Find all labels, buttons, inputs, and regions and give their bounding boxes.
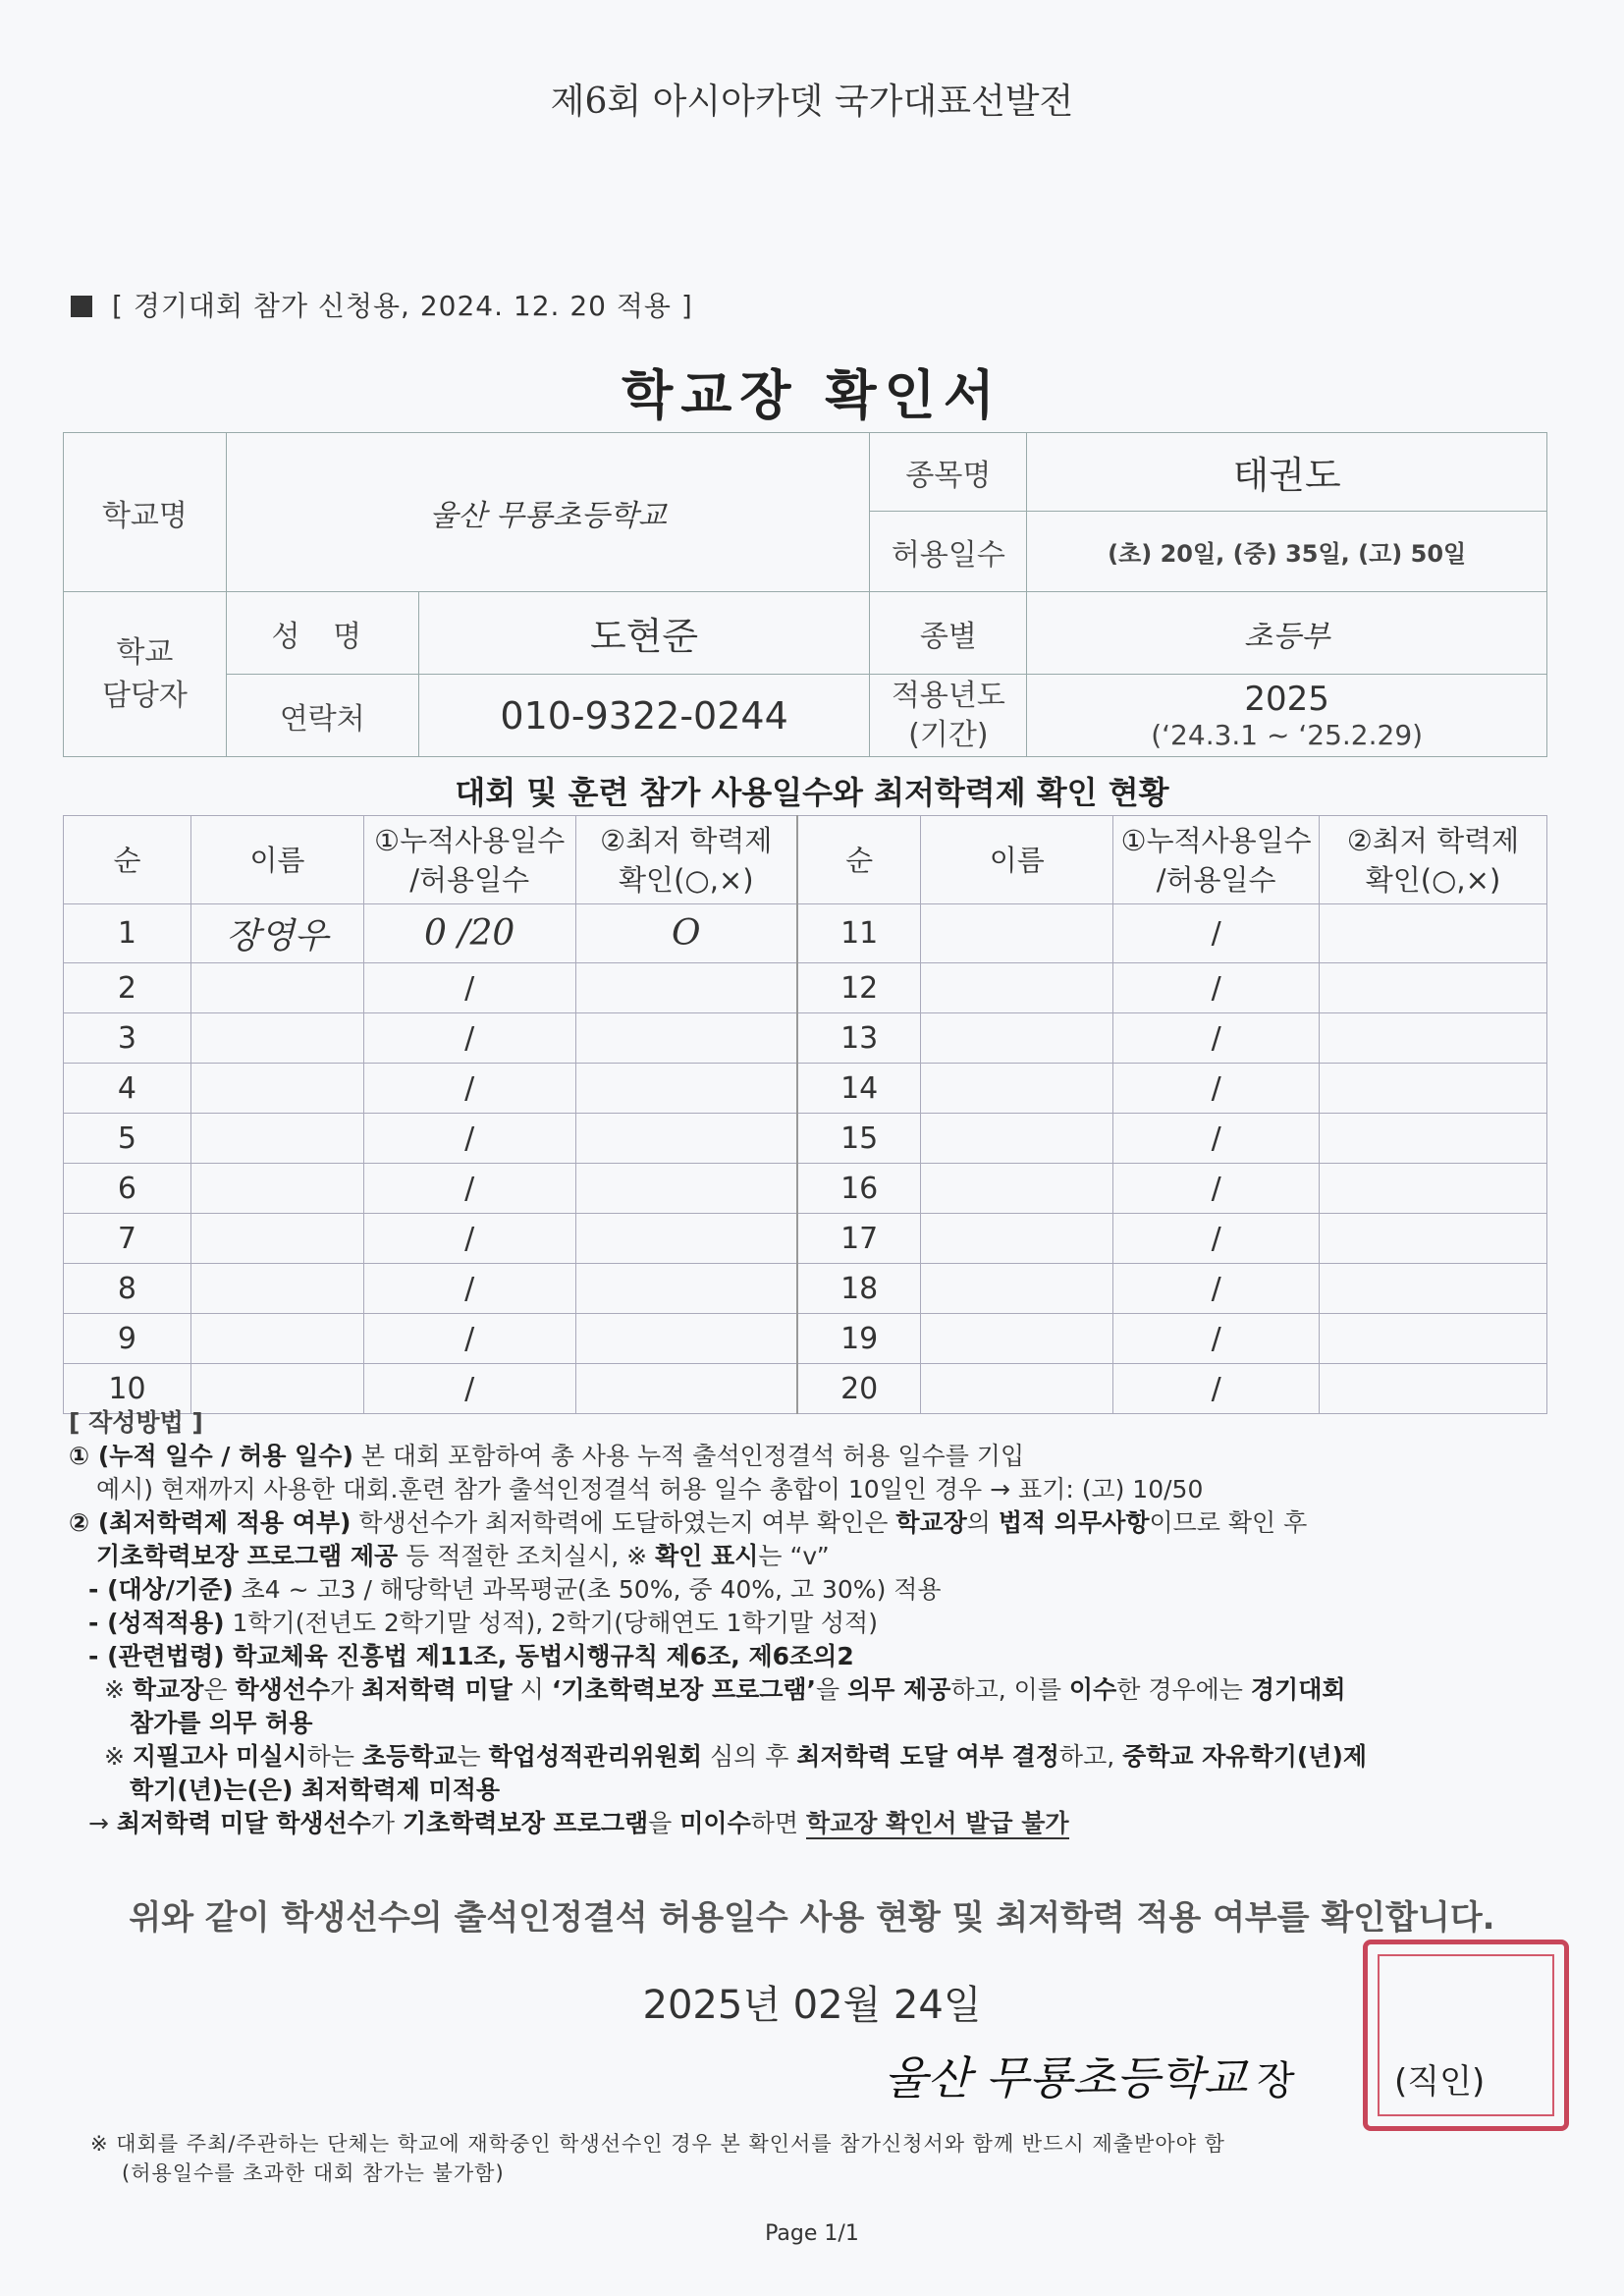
col-header-check-right-line1: ②최저 학력제	[1346, 823, 1520, 857]
method-line-8-t3: 시	[512, 1675, 552, 1704]
method-line-8-t5: 하고, 이를	[950, 1675, 1069, 1704]
method-line-8-t1: 은	[203, 1675, 236, 1704]
category-label: 종별	[870, 592, 1027, 675]
row-no: 1	[64, 904, 191, 963]
row-check	[575, 1013, 797, 1064]
allowed-days-value: (초) 20일, (중) 35일, (고) 50일	[1027, 512, 1547, 592]
row-days: /	[1113, 1214, 1320, 1264]
method-line-8-t4: 을	[816, 1675, 848, 1704]
row-check	[1320, 1214, 1547, 1264]
row-name	[921, 1013, 1113, 1064]
row-days: /	[363, 1013, 575, 1064]
name-value: 도현준	[418, 592, 870, 675]
col-header-name: 이름	[190, 816, 363, 904]
issue-date: 2025년 02월 24일	[642, 1983, 982, 2028]
school-value: 울산 무룡초등학교	[226, 433, 870, 592]
method-line-10-t4: 하고,	[1058, 1742, 1123, 1771]
usage-table-body	[64, 904, 1547, 1414]
row-check	[1320, 1164, 1547, 1214]
method-line-4-bold2: 확인 표시	[655, 1542, 759, 1570]
row-days: /	[363, 1164, 575, 1214]
method-line-3-text: 학생선수가 최저학력에 도달하였는지 여부 확인은	[351, 1508, 896, 1537]
method-line-3	[69, 1506, 1561, 1540]
method-line-10-t2: 는	[457, 1742, 489, 1771]
col-header-days-right-line2: /허용일수	[1156, 862, 1276, 897]
method-line-8-t2: 가	[330, 1675, 362, 1704]
row-no: 3	[64, 1013, 191, 1064]
row-days: /	[1113, 1013, 1320, 1064]
table-row	[64, 1164, 1547, 1214]
method-line-3-bold2: 학교장	[895, 1508, 967, 1537]
row-days: /	[363, 963, 575, 1013]
footnote-line-1: ※ 대회를 주최/주관하는 단체는 학교에 재학중인 학생선수인 경우 본 확인서를 참가신청서와 함께 반드시 제출받아야 함	[90, 2132, 1225, 2156]
method-line-3-bold: ② (최저학력제 적용 여부)	[69, 1508, 352, 1537]
col-header-name-right: 이름	[921, 816, 1113, 904]
col-header-days-right-line1: ①누적사용일수	[1120, 823, 1312, 857]
row-no: 13	[797, 1013, 921, 1064]
method-line-6-text: 1학기(전년도 2학기말 성적), 2학기(당해연도 1학기말 성적)	[224, 1609, 878, 1637]
row-no: 15	[797, 1114, 921, 1164]
method-line-1-text: 본 대회 포함하여 총 사용 누적 출석인정결석 허용 일수를 기입	[352, 1442, 1025, 1470]
row-no: 11	[797, 904, 921, 963]
method-line-10-t1: 하는	[306, 1742, 362, 1771]
row-name	[921, 1214, 1113, 1264]
method-line-4-end: 는 “v”	[758, 1542, 830, 1570]
method-line-3-mid: 의	[966, 1508, 999, 1537]
row-no: 5	[64, 1114, 191, 1164]
method-line-10-b3: 학업성적관리위원회	[488, 1742, 702, 1771]
method-line-11	[69, 1774, 1561, 1807]
method-line-10-b2: 초등학교	[361, 1742, 458, 1771]
method-line-5-bold: - (대상/기준)	[88, 1575, 234, 1604]
method-line-12-b3: 미이수	[679, 1809, 751, 1837]
method-line-4-text: 등 적절한 조치실시, ※	[398, 1542, 656, 1570]
row-no: 7	[64, 1214, 191, 1264]
row-days: /	[1113, 1364, 1320, 1414]
row-check	[1320, 1013, 1547, 1064]
method-line-10-b5: 중학교 자유학기(년)제	[1122, 1742, 1368, 1771]
col-header-check-line2: 확인(○,×)	[619, 862, 754, 897]
method-line-8-b4: ‘기초학력보장 프로그램’	[551, 1675, 817, 1704]
row-days: /	[363, 1364, 575, 1414]
row-name	[190, 1064, 363, 1114]
row-check	[575, 1264, 797, 1314]
row-check	[1320, 1264, 1547, 1314]
row-days: /	[1113, 904, 1320, 963]
year-label: 적용년도 (기간)	[870, 675, 1027, 757]
method-line-12-t1: 가	[370, 1809, 403, 1837]
method-line-10	[69, 1740, 1561, 1774]
confirm-statement: 위와 같이 학생선수의 출석인정결석 허용일수 사용 현황 및 최저학력 적용 여부를 확인합니다.	[129, 1898, 1495, 1938]
row-days: /	[1113, 1064, 1320, 1114]
period-value: (‘24.3.1 ~ ‘25.2.29)	[1151, 719, 1424, 751]
row-days: /	[363, 1314, 575, 1364]
principal-signature	[884, 2043, 1295, 2107]
table-row	[64, 1064, 1547, 1114]
row-no: 2	[64, 963, 191, 1013]
table-row	[64, 963, 1547, 1013]
method-line-6-bold: - (성적적용)	[88, 1609, 225, 1637]
row-no: 17	[797, 1214, 921, 1264]
name-label: 성 명	[226, 592, 418, 675]
method-line-5	[69, 1573, 1561, 1607]
row-name	[190, 1214, 363, 1264]
method-line-8-b6: 이수	[1068, 1675, 1117, 1704]
row-check	[1320, 1314, 1547, 1364]
row-no: 12	[797, 963, 921, 1013]
method-line-8-b1: 학교장	[132, 1675, 204, 1704]
method-line-8-b5: 의무 제공	[847, 1675, 951, 1704]
col-header-check	[575, 816, 797, 904]
table-row	[64, 1214, 1547, 1264]
row-check	[1320, 1064, 1547, 1114]
method-line-1-bold: ① (누적 일수 / 허용 일수)	[69, 1442, 353, 1470]
year-cell	[1027, 675, 1547, 757]
row-name	[921, 963, 1113, 1013]
year-value: 2025	[1244, 680, 1329, 719]
row-no: 10	[64, 1364, 191, 1414]
method-line-7-bold: - (관련법령) 학교체육 진흥법 제11조, 동법시행규칙 제6조, 제6조의2	[88, 1642, 854, 1670]
document-title: 학교장 확인서	[622, 364, 1002, 426]
row-no: 16	[797, 1164, 921, 1214]
method-line-8	[69, 1673, 1561, 1707]
apply-note-text: [ 경기대회 참가 신청용, 2024. 12. 20 적용 ]	[112, 290, 693, 322]
row-no: 20	[797, 1364, 921, 1414]
row-no: 9	[64, 1314, 191, 1364]
method-line-11-bold: 학기(년)는(은) 최저학력제 미적용	[130, 1776, 501, 1804]
col-header-days-right	[1113, 816, 1320, 904]
category-value: 초등부	[1027, 592, 1547, 675]
method-line-8-b2: 학생선수	[235, 1675, 331, 1704]
event-title: 제6회 아시아카뎃 국가대표선발전	[550, 82, 1074, 122]
row-days: /	[1113, 1164, 1320, 1214]
table-row	[64, 1314, 1547, 1364]
square-bullet-icon	[71, 296, 92, 317]
row-no: 6	[64, 1164, 191, 1214]
row-name	[190, 1013, 363, 1064]
col-header-days-line2: /허용일수	[409, 862, 530, 897]
footnote-line-2: (허용일수를 초과한 대회 참가는 불가함)	[122, 2161, 505, 2185]
page-number: Page 1/1	[765, 2221, 859, 2246]
method-line-10-b4: 최저학력 도달 여부 결정	[796, 1742, 1059, 1771]
method-line-12-t2: 을	[648, 1809, 680, 1837]
sport-label: 종목명	[870, 433, 1027, 512]
section-title: 대회 및 훈련 참가 사용일수와 최저학력제 확인 현황	[455, 774, 1169, 811]
method-line-12-t3: 하면	[750, 1809, 806, 1837]
footnote	[90, 2129, 1543, 2188]
row-days: /	[1113, 1314, 1320, 1364]
row-check	[575, 1214, 797, 1264]
row-name	[190, 1164, 363, 1214]
col-header-check-right	[1320, 816, 1547, 904]
method-line-1	[69, 1440, 1561, 1473]
col-header-days-line1: ①누적사용일수	[374, 823, 566, 857]
method-line-6	[69, 1607, 1561, 1640]
contact-label: 학교 담당자	[64, 592, 227, 757]
row-name	[190, 1114, 363, 1164]
method-line-9-bold: 참가를 의무 허용	[130, 1709, 313, 1737]
method-heading: [ 작성방법 ]	[69, 1408, 203, 1437]
apply-note	[71, 285, 693, 324]
method-line-12-b2: 기초학력보장 프로그램	[402, 1809, 649, 1837]
method-line-9	[69, 1707, 1561, 1740]
row-name	[921, 1064, 1113, 1114]
sport-value: 태권도	[1027, 433, 1547, 512]
method-line-4-bold: 기초학력보장 프로그램 제공	[96, 1542, 399, 1570]
method-line-10-b1: 지필고사 미실시	[132, 1742, 307, 1771]
row-check	[575, 1314, 797, 1364]
row-no: 8	[64, 1264, 191, 1314]
table-row	[64, 1264, 1547, 1314]
method-line-10-mark: ※	[104, 1742, 133, 1771]
col-header-days	[363, 816, 575, 904]
method-line-8-mark: ※	[104, 1675, 133, 1704]
row-days: /	[1113, 1264, 1320, 1314]
col-header-no: 순	[64, 816, 191, 904]
row-name	[190, 1264, 363, 1314]
row-days: /	[1113, 1114, 1320, 1164]
table-row	[64, 904, 1547, 963]
method-line-10-t3: 심의 후	[702, 1742, 797, 1771]
school-label: 학교명	[64, 433, 227, 592]
method-line-4	[69, 1540, 1561, 1573]
row-name	[921, 1314, 1113, 1364]
table-row	[64, 1013, 1547, 1064]
principal-suffix: 장	[1257, 2058, 1295, 2104]
row-days: /	[363, 1064, 575, 1114]
col-header-check-right-line2: 확인(○,×)	[1365, 862, 1501, 897]
method-line-12-arrow: →	[88, 1809, 117, 1837]
row-days: /	[1113, 963, 1320, 1013]
row-no: 14	[797, 1064, 921, 1114]
row-check	[575, 1164, 797, 1214]
row-days: /	[363, 1264, 575, 1314]
method-line-12-underlined: 학교장 확인서 발급 불가	[805, 1809, 1069, 1837]
row-no: 19	[797, 1314, 921, 1364]
row-name	[921, 1164, 1113, 1214]
row-name	[921, 904, 1113, 963]
method-line-8-b3: 최저학력 미달	[361, 1675, 513, 1704]
row-no: 4	[64, 1064, 191, 1114]
info-table	[63, 432, 1547, 757]
row-days: /	[363, 1114, 575, 1164]
row-check	[1320, 963, 1547, 1013]
row-days: 0 /20	[363, 904, 575, 963]
writing-method	[69, 1406, 1561, 1840]
row-name	[190, 1314, 363, 1364]
allowed-days-label: 허용일수	[870, 512, 1027, 592]
principal-school-name: 울산 무룡초등학교	[884, 2051, 1248, 2105]
method-line-3-bold3: 법적 의무사항	[998, 1508, 1150, 1537]
row-check	[1320, 1114, 1547, 1164]
row-days: /	[363, 1214, 575, 1264]
seal-label: (직인)	[1394, 2062, 1486, 2102]
method-line-5-text: 초4 ~ 고3 / 해당학년 과목평균(초 50%, 중 40%, 고 30%) 적용	[233, 1575, 942, 1604]
row-check	[1320, 904, 1547, 963]
method-line-8-b7: 경기대회	[1250, 1675, 1346, 1704]
row-check	[575, 1064, 797, 1114]
row-name	[921, 1114, 1113, 1164]
usage-table	[63, 815, 1547, 1414]
row-name	[921, 1264, 1113, 1314]
method-line-8-t6: 한 경우에는	[1116, 1675, 1251, 1704]
row-check	[575, 1114, 797, 1164]
row-name	[190, 963, 363, 1013]
table-row	[64, 1114, 1547, 1164]
row-check: O	[575, 904, 797, 963]
method-line-12	[69, 1807, 1561, 1840]
phone-value: 010-9322-0244	[418, 675, 870, 757]
method-line-7	[69, 1640, 1561, 1673]
method-line-12-b1: 최저학력 미달 학생선수	[116, 1809, 371, 1837]
row-check	[575, 963, 797, 1013]
col-header-check-line1: ②최저 학력제	[600, 823, 773, 857]
method-line-2: 예시) 현재까지 사용한 대회․훈련 참가 출석인정결석 허용 일수 총합이 10일인 경우 → 표기: (고) 10/50	[96, 1475, 1204, 1503]
col-header-no-right: 순	[797, 816, 921, 904]
method-line-3-end: 이므로 확인 후	[1149, 1508, 1308, 1537]
phone-label: 연락처	[226, 675, 418, 757]
row-name: 장영우	[190, 904, 363, 963]
row-no: 18	[797, 1264, 921, 1314]
